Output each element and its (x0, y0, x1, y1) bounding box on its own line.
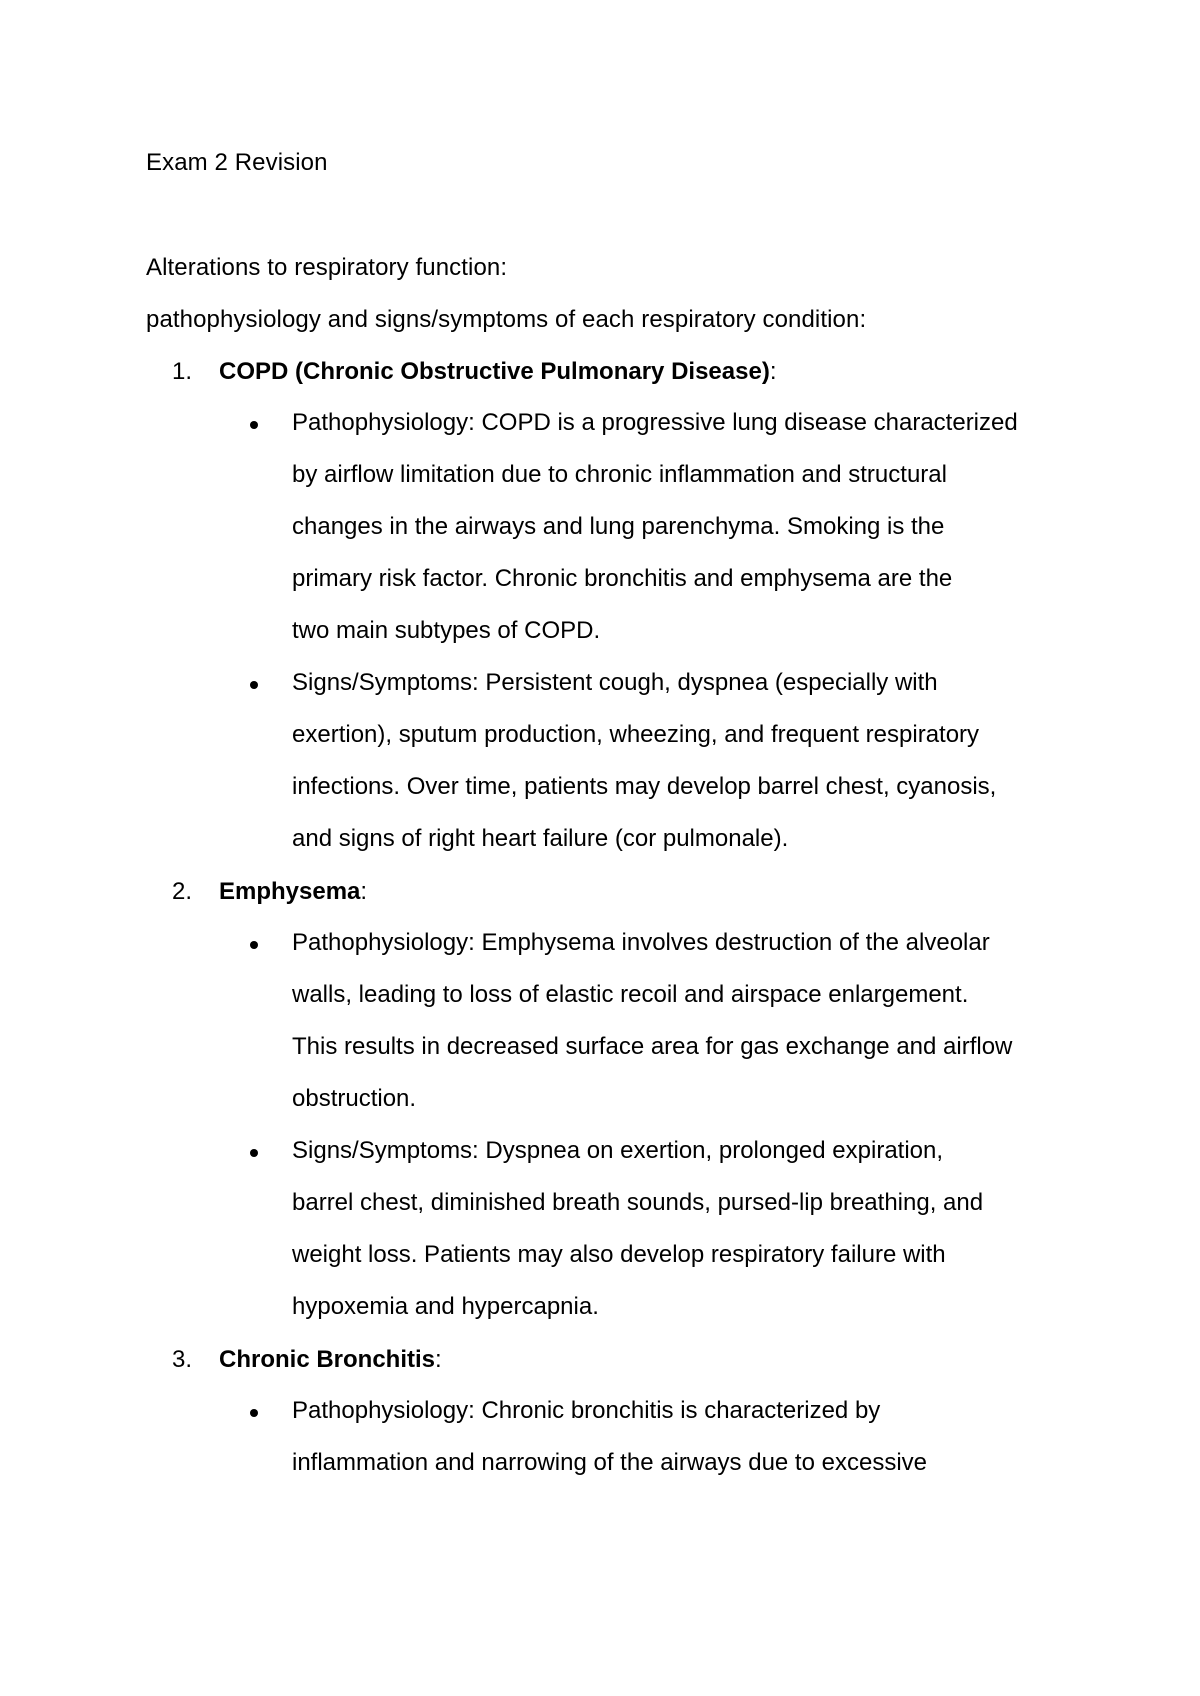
section-number: 2. (172, 878, 193, 905)
section-heading-text: COPD (Chronic Obstructive Pulmonary Disease) (219, 358, 770, 385)
paragraph-line: primary risk factor. Chronic bronchitis and emphysema are the (292, 565, 953, 592)
paragraph-line: Pathophysiology: COPD is a progressive lung disease characterized (292, 409, 1018, 436)
paragraph-line: hypoxemia and hypercapnia. (292, 1293, 599, 1320)
paragraph-line: changes in the airways and lung parenchyma. Smoking is the (292, 513, 945, 540)
bullet-dot (250, 1409, 258, 1417)
bullet-dot (250, 681, 258, 689)
paragraph-line: This results in decreased surface area for gas exchange and airflow (292, 1033, 1013, 1060)
bullet-paragraph (292, 657, 1072, 865)
section-heading-text: Chronic Bronchitis (219, 1346, 436, 1373)
bullet-paragraph (292, 397, 1072, 657)
paragraph-line: Pathophysiology: Chronic bronchitis is characterized by (292, 1397, 881, 1424)
bullet-dot (250, 421, 258, 429)
paragraph-line: Signs/Symptoms: Dyspnea on exertion, prolonged expiration, (292, 1137, 944, 1164)
document-title: Exam 2 Revision (146, 149, 328, 176)
intro-line-2: pathophysiology and signs/symptoms of each respiratory condition: (146, 306, 867, 333)
bullet-paragraph (292, 1385, 1072, 1489)
bullet-paragraph (292, 1125, 1072, 1333)
section-heading (219, 1345, 442, 1375)
paragraph-line: inflammation and narrowing of the airways due to excessive (292, 1449, 927, 1476)
bullet-dot (250, 941, 258, 949)
section-heading (219, 877, 367, 907)
section-number: 3. (172, 1346, 193, 1373)
paragraph-line: and signs of right heart failure (cor pulmonale). (292, 825, 789, 852)
paragraph-line: weight loss. Patients may also develop respiratory failure with (292, 1241, 946, 1268)
paragraph-line: infections. Over time, patients may develop barrel chest, cyanosis, (292, 773, 997, 800)
paragraph-line: Pathophysiology: Emphysema involves destruction of the alveolar (292, 929, 990, 956)
paragraph-line: barrel chest, diminished breath sounds, pursed-lip breathing, and (292, 1189, 984, 1216)
paragraph-line: two main subtypes of COPD. (292, 617, 601, 644)
paragraph-line: Signs/Symptoms: Persistent cough, dyspnea (especially with (292, 669, 938, 696)
paragraph-line: obstruction. (292, 1085, 417, 1112)
section-heading-text: Emphysema (219, 878, 361, 905)
paragraph-line: exertion), sputum production, wheezing, and frequent respiratory (292, 721, 980, 748)
section-heading-suffix: : (360, 878, 368, 905)
paragraph-line: by airflow limitation due to chronic inflammation and structural (292, 461, 947, 488)
section-heading-suffix: : (769, 358, 777, 385)
paragraph-line: walls, leading to loss of elastic recoil and airspace enlargement. (292, 981, 969, 1008)
section-number: 1. (172, 358, 193, 385)
section-heading (219, 357, 776, 387)
section-heading-suffix: : (435, 1346, 442, 1373)
intro-line-1: Alterations to respiratory function: (146, 254, 508, 281)
bullet-paragraph (292, 917, 1072, 1125)
bullet-dot (250, 1149, 258, 1157)
